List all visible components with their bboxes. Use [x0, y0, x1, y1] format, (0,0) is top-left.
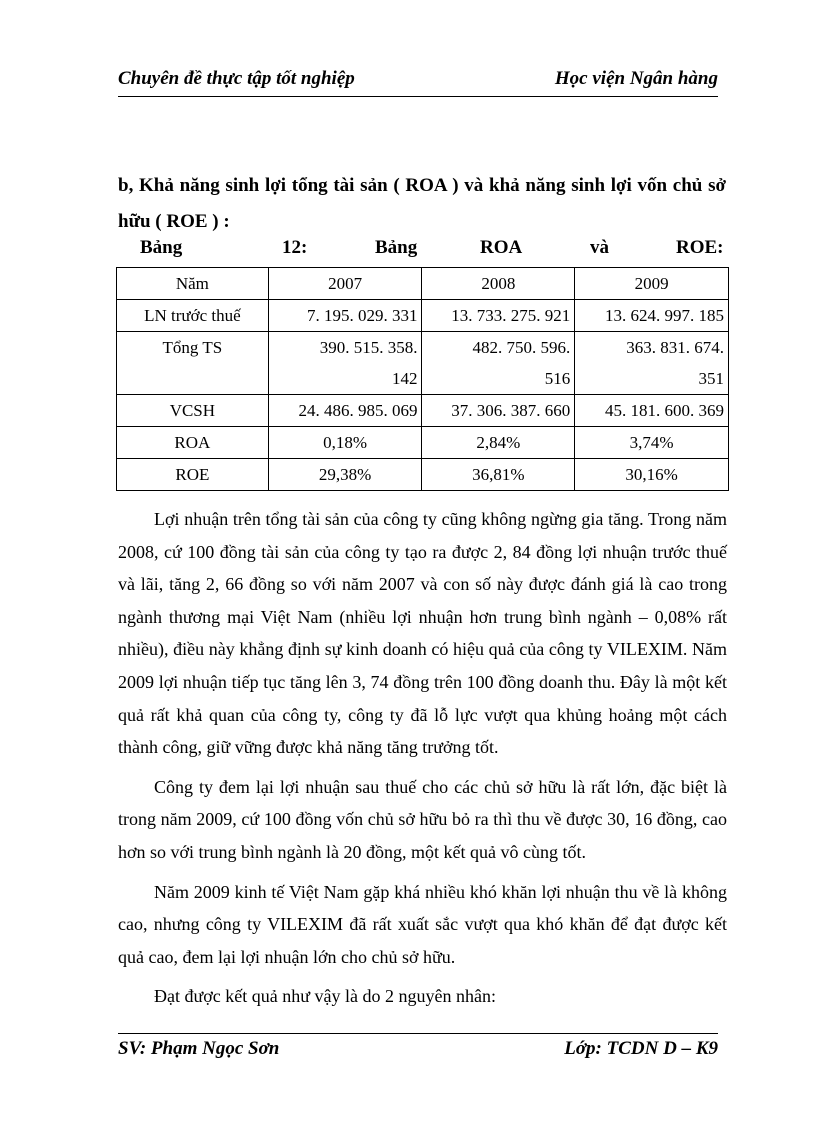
- roa-roe-table: [116, 267, 729, 491]
- table-cell: 24. 486. 985. 069: [268, 395, 422, 427]
- table-cell: 36,81%: [422, 459, 575, 491]
- page-header: [118, 68, 718, 97]
- table-cell: 45. 181. 600. 369: [575, 395, 729, 427]
- section-title: b, Khả năng sinh lợi tổng tài sản ( ROA ) và khả năng sinh lợi vốn chủ sở hữu ( ROE ) :: [118, 175, 726, 232]
- cell-line: 142: [391, 369, 418, 388]
- caption-word: ROA: [480, 237, 523, 258]
- table-row: [117, 300, 729, 332]
- table-cell: 13. 624. 997. 185: [575, 300, 729, 332]
- table-row: [117, 395, 729, 427]
- table-cell: 30,16%: [575, 459, 729, 491]
- table-cell: 3,74%: [575, 427, 729, 459]
- table-cell: 13. 733. 275. 921: [422, 300, 575, 332]
- caption-word: Bảng: [140, 237, 183, 258]
- caption-word: ROE:: [676, 237, 724, 258]
- paragraph: Đạt được kết quả như vậy là do 2 nguyên nhân:: [154, 986, 496, 1007]
- table-header-row: [117, 268, 729, 300]
- table-cell: [575, 332, 729, 395]
- table-cell: 29,38%: [268, 459, 422, 491]
- cell-line: 516: [544, 369, 571, 388]
- caption-word: 12:: [282, 237, 308, 258]
- cell-line: 363. 831. 674.: [626, 338, 724, 357]
- body-text: [118, 503, 727, 1013]
- table-row: [117, 332, 729, 395]
- table-header-cell: 2008: [422, 268, 575, 300]
- table-caption: [118, 237, 726, 265]
- paragraph: Lợi nhuận trên tổng tài sản của công ty cũng không ngừng gia tăng. Trong năm 2008, cứ 100 đồng tài sản của công ty tạo ra được 2, 84 đồng lợi nhuận trước thuế và lãi, tăng 2, 66 đồng so với năm 2007 và con số này được đánh giá là cao trong ngành thương mại Việt Nam (nhiều lợi nhuận hơn trung bình ngành – 0,08% rất nhiều), điều này khẳng định sự kinh doanh có hiệu quả của công ty VILEXIM. Năm 2009 lợi nhuận tiếp tục tăng lên 3, 74 đồng trên 100 đồng doanh thu. Đây là một kết quả rất khả quan của công ty, công ty đã lỗ lực vượt qua khủng hoảng một cách thành công, giữ vững được khả năng tăng trưởng tốt.: [118, 509, 727, 758]
- table-row: [117, 459, 729, 491]
- row-label: Tổng TS: [117, 332, 269, 395]
- table-cell: [422, 332, 575, 395]
- row-label: ROE: [117, 459, 269, 491]
- paragraph: Công ty đem lại lợi nhuận sau thuế cho các chủ sở hữu là rất lớn, đặc biệt là trong năm 2009, cứ 100 đồng vốn chủ sở hữu bỏ ra thì thu về được 30, 16 đồng, cao hơn so với trung bình ngành là 20 đồng, một kết quả vô cùng tốt.: [118, 776, 727, 862]
- caption-word: và: [590, 237, 609, 258]
- page-footer: [118, 1033, 718, 1062]
- header-left: Chuyên đề thực tập tốt nghiệp: [118, 68, 355, 89]
- table-header-cell: 2009: [575, 268, 729, 300]
- table-cell: 37. 306. 387. 660: [422, 395, 575, 427]
- header-right: Học viện Ngân hàng: [554, 68, 718, 89]
- caption-word: Bảng: [375, 237, 418, 258]
- table-cell: 2,84%: [422, 427, 575, 459]
- table-row: [117, 427, 729, 459]
- table-header-cell: 2007: [268, 268, 422, 300]
- row-label: VCSH: [117, 395, 269, 427]
- cell-line: 351: [698, 369, 724, 388]
- footer-left: SV: Phạm Ngọc Sơn: [118, 1038, 280, 1059]
- table-cell: 0,18%: [268, 427, 422, 459]
- row-label: ROA: [117, 427, 269, 459]
- footer-right: Lớp: TCDN D – K9: [564, 1038, 718, 1059]
- table-cell: [268, 332, 422, 395]
- cell-line: 482. 750. 596.: [472, 338, 571, 357]
- table-header-cell: Năm: [117, 268, 269, 300]
- table-cell: 7. 195. 029. 331: [268, 300, 422, 332]
- row-label: LN trước thuế: [117, 300, 269, 332]
- cell-line: 390. 515. 358.: [319, 338, 418, 357]
- paragraph: Năm 2009 kinh tế Việt Nam gặp khá nhiều khó khăn lợi nhuận thu về là không cao, nhưng công ty VILEXIM đã rất xuất sắc vượt qua khó khăn để đạt được kết quả cao, đem lại lợi nhuận lớn cho chủ sở hữu.: [118, 881, 727, 967]
